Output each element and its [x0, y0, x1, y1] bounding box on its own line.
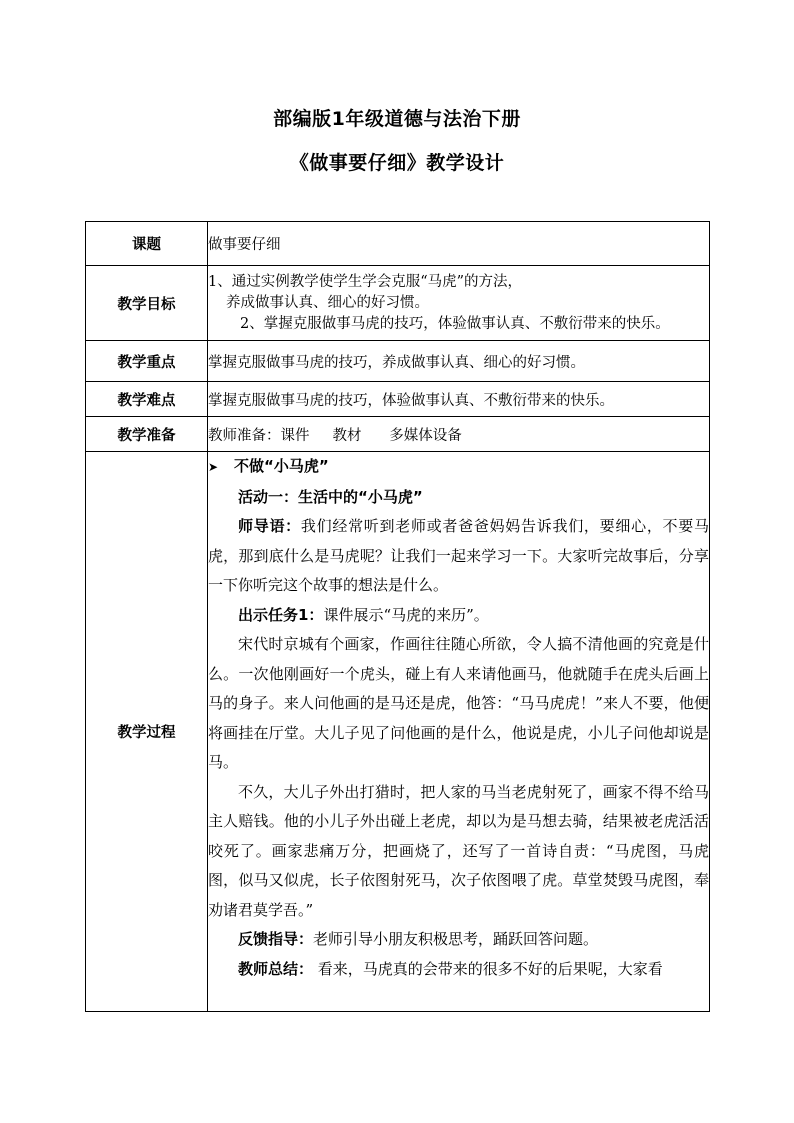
story-paragraph-1: 宋代时京城有个画家，作画往往随心所欲，令人搞不清他画的究竟是什么。一次他刚画好一个虎头，碰上有人来请他画马，他就随手在虎头后画上马的身子。来人问他画的是马还是虎，他答：“马马虎虎！”来人不要，他便将画挂在厅堂。大儿子见了问他画的是什么，他说是虎，小儿子问他却说是马。	[208, 635, 709, 771]
teacher-intro	[208, 512, 709, 601]
section-title: 不做“小马虎”	[234, 457, 329, 475]
lesson-plan-table	[85, 221, 710, 1012]
story-paragraph-2: 不久，大儿子外出打猎时，把人家的马当老虎射死了，画家不得不给马主人赔钱。他的小儿子外出碰上老虎，却以为是马想去骑，结果被老虎活活咬死了。画家悲痛万分，把画烧了，还写了一首诗自责：“马虎图，马虎图，似马又似虎，长子依图射死马，次子依图喂了虎。草堂焚毁马虎图，奉劝诸君莫学吾。”	[208, 782, 709, 919]
value-topic	[208, 222, 710, 266]
summary-text: 看来，马虎真的会带来的很多不好的后果呢，大家看	[313, 959, 663, 978]
document-subtitle: 《做事要仔细》教学设计	[289, 152, 505, 174]
key-points-text: 掌握克服做事马虎的技巧，养成做事认真、细心的好习惯。	[208, 354, 585, 371]
teacher-summary	[208, 955, 709, 985]
value-process	[208, 452, 710, 1012]
feedback-label: 反馈指导：	[238, 930, 314, 948]
difficulty-text: 掌握克服做事马虎的技巧，体验做事认真、不敷衍带来的快乐。	[208, 392, 614, 409]
guide-label: 师导语：	[238, 517, 301, 535]
value-difficulty	[208, 382, 710, 417]
row-preparation	[86, 417, 710, 452]
goal-line-1: 1、通过实例教学使学生学会克服“马虎”的方法，	[208, 273, 523, 290]
document-title: 部编版1年级道德与法治下册	[273, 108, 521, 130]
arrowhead-bullet-icon: ➤	[208, 460, 219, 474]
preparation-text: 教师准备：课件 教材 多媒体设备	[208, 427, 462, 444]
value-key-points	[208, 341, 710, 382]
row-process	[86, 452, 710, 1012]
row-goals	[86, 266, 710, 341]
task1-text: 课件展示“马虎的来历”。	[323, 605, 489, 624]
topic-text: 做事要仔细	[208, 237, 281, 253]
activity-heading	[208, 483, 709, 513]
label-key-points: 教学重点	[86, 341, 208, 382]
label-difficulty: 教学难点	[86, 382, 208, 417]
value-preparation	[208, 417, 710, 452]
goal-line-3: 2、掌握克服做事马虎的技巧，体验做事认真、不敷衍带来的快乐。	[240, 315, 670, 332]
label-preparation: 教学准备	[86, 417, 208, 452]
value-goals	[208, 266, 710, 341]
row-difficulty	[86, 382, 710, 417]
feedback-text: 老师引导小朋友积极思考，踊跃回答问题。	[313, 930, 599, 948]
section-heading	[208, 452, 709, 483]
summary-label: 教师总结：	[238, 959, 314, 978]
label-topic: 课题	[86, 222, 208, 266]
feedback	[208, 925, 709, 955]
guide-text: 我们经常听到老师或者爸爸妈妈告诉我们，要细心，不要马虎，那到底什么是马虎呢？让我们一起来学习一下。大家听完故事后，分享一下你听完这个故事的想法是什么。	[208, 517, 709, 594]
activity1-title: 活动一：生活中的“小马虎”	[238, 487, 423, 506]
task1-label: 出示任务1：	[238, 605, 324, 624]
label-process: 教学过程	[86, 452, 208, 1012]
goal-line-2: 养成做事认真、细心的好习惯。	[226, 294, 429, 311]
row-topic	[86, 222, 710, 266]
row-key-points	[86, 341, 710, 382]
label-goals: 教学目标	[86, 266, 208, 341]
task1	[208, 601, 709, 631]
